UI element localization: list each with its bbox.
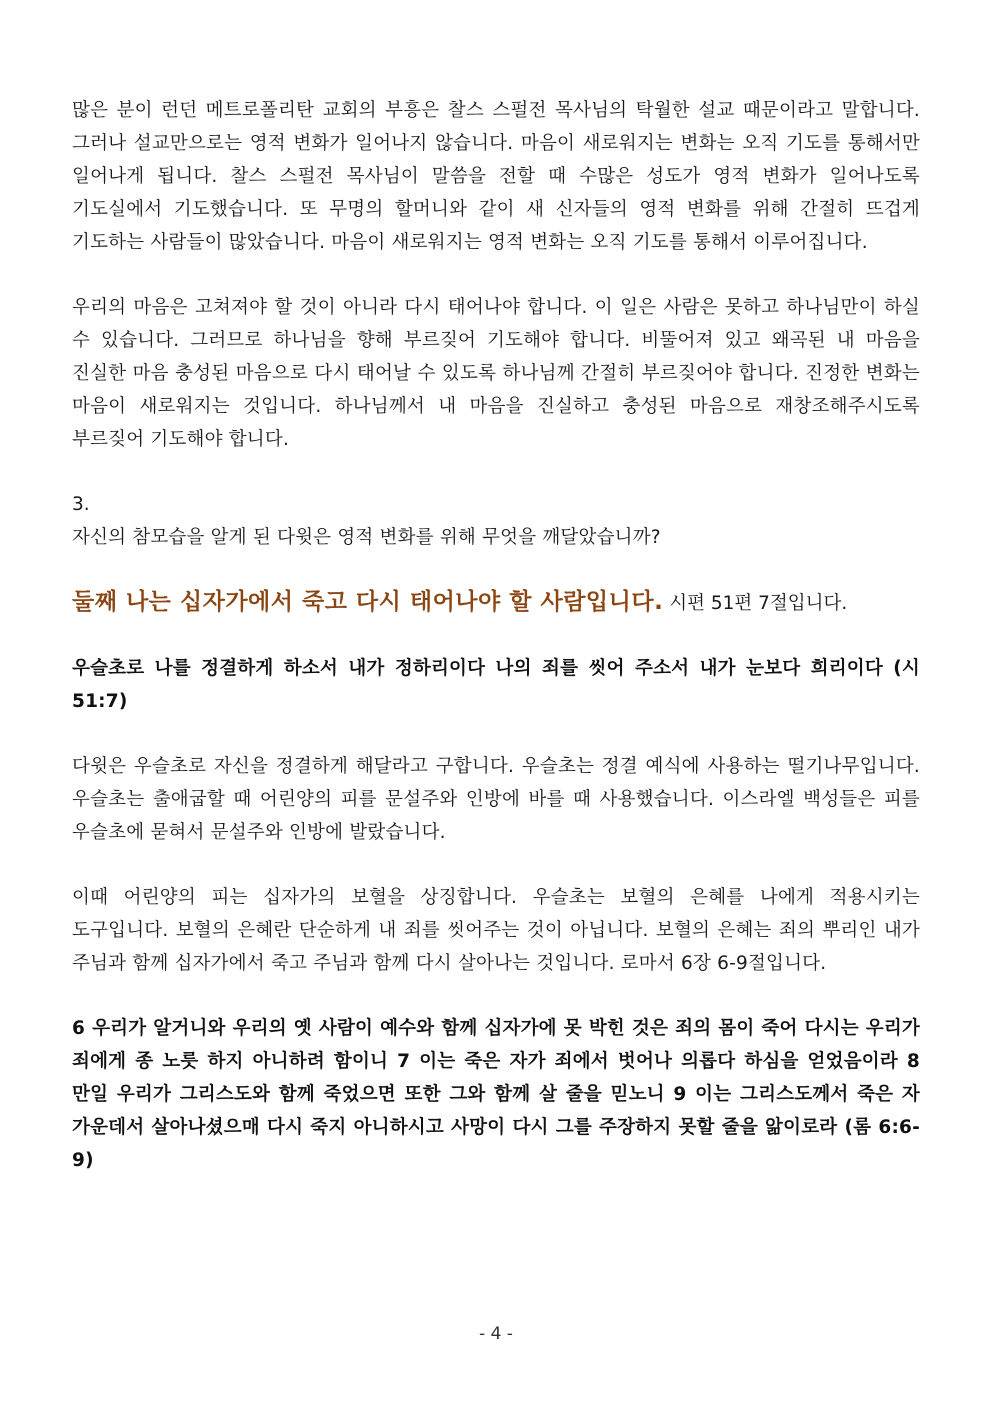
section-heading-tail: 시편 51편 7절입니다. [663, 593, 848, 614]
question-number: 3. [72, 494, 90, 515]
spacer [72, 456, 920, 488]
question-text: 자신의 참모습을 알게 된 다윗은 영적 변화를 위해 무엇을 깨달았습니까? [72, 527, 661, 548]
page-number: - 4 - [479, 1324, 513, 1344]
paragraph-4: 이때 어린양의 피는 십자가의 보혈을 상징합니다. 우슬초는 보혈의 은혜를 나에게 적용시키는 도구입니다. 보혈의 은혜란 단순하게 내 죄를 씻어주는 것이 아닙니다. 보혈의 은혜는 죄의 뿌리인 내가 주님과 함께 십자가에서 죽고 주님과 함께 다시 살아나는 것입니다. 로마서 6장 6-9절입니다. [72, 887, 920, 974]
paragraph-2: 우리의 마음은 고쳐져야 할 것이 아니라 다시 태어나야 합니다. 이 일은 사람은 못하고 하나님만이 하실 수 있습니다. 그러므로 하나님을 향해 부르짖어 기도해야 합니다. 비뚤어져 있고 왜곡된 내 마음을 진실한 마음 충성된 마음으로 다시 태어날 수 있도록 하나님께 간절히 부르짖어야 합니다. 진정한 변화는 마음이 새로워지는 것입니다. 하나님께서 내 마음을 진실하고 충성된 마음으로 재창조해주시도록 부르짖어 기도해야 합니다. [72, 297, 920, 450]
spacer [72, 980, 920, 1012]
scripture-verse-romans: 6 우리가 알거니와 우리의 옛 사람이 예수와 함께 십자가에 못 박힌 것은 죄의 몸이 죽어 다시는 우리가 죄에게 종 노릇 하지 아니하려 함이니 7 이는 죽은 자가 죄에서 벗어나 의롭다 하심을 얻었음이라 8 만일 우리가 그리스도와 함께 죽었으면 또한 그와 함께 살 줄을 믿노니 9 이는 그리스도께서 죽은 자 가운데서 살아나셨으매 다시 죽지 아니하시고 사망이 다시 그를 주장하지 못할 줄을 앎이로라 (롬 6:6-9) [72, 1018, 920, 1171]
spacer [72, 554, 920, 586]
spacer [72, 849, 920, 881]
document-page [72, 94, 920, 1177]
paragraph-1: 많은 분이 런던 메트로폴리탄 교회의 부흥은 찰스 스펄전 목사님의 탁월한 설교 때문이라고 말합니다. 그러나 설교만으로는 영적 변화가 일어나지 않습니다. 마음이 새로워지는 변화는 오직 기도를 통해서만 일어나게 됩니다. 찰스 스펄전 목사님이 말씀을 전할 때 수많은 성도가 영적 변화가 일어나도록 기도실에서 기도했습니다. 또 무명의 할머니와 같이 새 신자들의 영적 변화를 위해 간절히 뜨겁게 기도하는 사람들이 많았습니다. 마음이 새로워지는 영적 변화는 오직 기도를 통해서 이루어집니다. [72, 100, 920, 253]
spacer [72, 718, 920, 750]
paragraph-3: 다윗은 우슬초로 자신을 정결하게 해달라고 구합니다. 우슬초는 정결 예식에 사용하는 떨기나무입니다. 우슬초는 출애굽할 때 어린양의 피를 문설주와 인방에 바를 때 사용했습니다. 이스라엘 백성들은 피를 우슬초에 묻혀서 문설주와 인방에 발랐습니다. [72, 756, 920, 843]
scripture-verse-psalm: 우슬초로 나를 정결하게 하소서 내가 정하리이다 나의 죄를 씻어 주소서 내가 눈보다 희리이다 (시 51:7) [72, 658, 920, 712]
section-heading: 둘째 나는 십자가에서 죽고 다시 태어나야 할 사람입니다. [72, 589, 664, 615]
spacer [72, 620, 920, 652]
section-heading-line [72, 586, 920, 620]
spacer [72, 259, 920, 291]
